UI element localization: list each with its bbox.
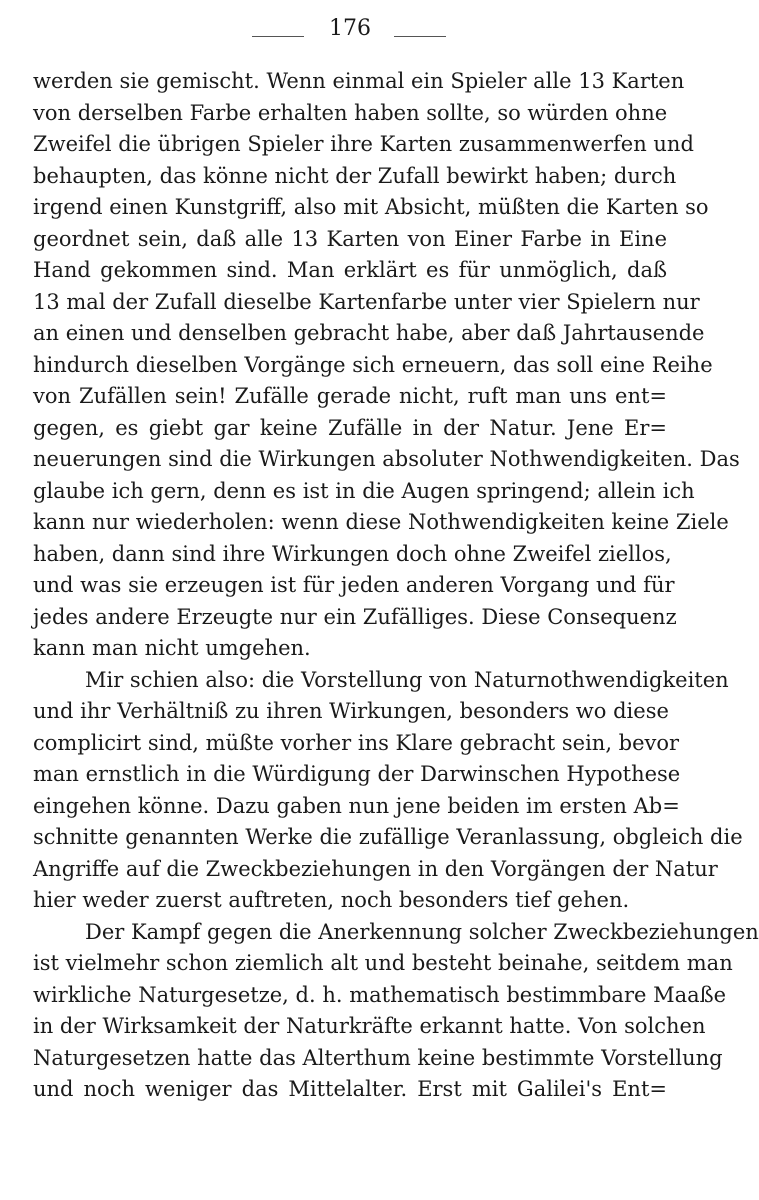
text-line: Naturgesetzen hatte das Alterthum keine bestimmte Vorstellung [33, 1045, 723, 1070]
text-line: glaube ich gern, denn es ist in die Augen springend; allein ich [33, 478, 695, 503]
header-rule-left [252, 36, 304, 37]
text-line: Zweifel die übrigen Spieler ihre Karten zusammenwerfen und [33, 132, 694, 156]
text-line: eingehen könne. Dazu gaben nun jene beiden im ersten Ab= [33, 793, 680, 818]
paragraph-end-line: kann man nicht umgehen. [33, 636, 311, 660]
text-line: 13 mal der Zufall dieselbe Kartenfarbe unter vier Spielern nur [33, 289, 700, 314]
text-line: Angriffe auf die Zweckbeziehungen in den Vorgängen der Natur [33, 856, 718, 881]
text-line: man ernstlich in die Würdigung der Darwinschen Hypothese [33, 762, 681, 786]
text-line: haben, dann sind ihre Wirkungen doch ohne Zweifel ziellos, [33, 541, 672, 566]
page-header [0, 14, 697, 48]
text-line: gegen, es giebt gar keine Zufälle in der Natur. Jene Er= [33, 415, 667, 440]
text-line: irgend einen Kunstgriff, also mit Absicht, müßten die Karten so [33, 195, 709, 219]
body-text [33, 66, 759, 1106]
header-rule-right [394, 36, 446, 37]
text-line: behaupten, das könne nicht der Zufall bewirkt haben; durch [33, 163, 677, 188]
text-line: complicirt sind, müßte vorher ins Klare gebracht sein, bevor [33, 730, 680, 755]
text-line: an einen und denselben gebracht habe, aber daß Jahrtausende [33, 321, 705, 345]
text-line: jedes andere Erzeugte nur ein Zufälliges. Diese Consequenz [33, 604, 677, 629]
paragraph-end-line: hier weder zuerst auftreten, noch besonders tief gehen. [33, 888, 630, 912]
text-line: geordnet sein, daß alle 13 Karten von Einer Farbe in Eine [33, 226, 667, 251]
text-line: und ihr Verhältniß zu ihren Wirkungen, besonders wo diese [33, 699, 669, 723]
text-line: von derselben Farbe erhalten haben sollte, so würden ohne [33, 100, 668, 125]
text-line: in der Wirksamkeit der Naturkräfte erkannt hatte. Von solchen [33, 1014, 706, 1038]
text-line: von Zufällen sein! Zufälle gerade nicht, ruft man uns ent= [33, 384, 667, 408]
text-line: hindurch dieselben Vorgänge sich erneuern, das soll eine Reihe [33, 352, 713, 377]
text-line: und was sie erzeugen ist für jeden anderen Vorgang und für [33, 573, 675, 597]
paragraph-start-line: Mir schien also: die Vorstellung von Naturnothwendigkeiten [85, 667, 729, 692]
text-line: kann nur wiederholen: wenn diese Nothwendigkeiten keine Ziele [33, 510, 729, 534]
text-line: Hand gekommen sind. Man erklärt es für unmöglich, daß [33, 258, 667, 282]
text-line: und noch weniger das Mittelalter. Erst mit Galilei's Ent= [33, 1077, 667, 1101]
text-line: neuerungen sind die Wirkungen absoluter Nothwendigkeiten. Das [33, 447, 740, 471]
text-line: werden sie gemischt. Wenn einmal ein Spieler alle 13 Karten [33, 69, 685, 93]
paragraph-start-line: Der Kampf gegen die Anerkennung solcher Zweckbeziehungen [85, 919, 759, 944]
text-line: wirkliche Naturgesetze, d. h. mathematisch bestimmbare Maaße [33, 982, 727, 1007]
text-line: ist vielmehr schon ziemlich alt und besteht beinahe, seitdem man [33, 951, 733, 975]
text-line: schnitte genannten Werke die zufällige Veranlassung, obgleich die [33, 825, 743, 849]
page-number: 176 [329, 16, 371, 41]
